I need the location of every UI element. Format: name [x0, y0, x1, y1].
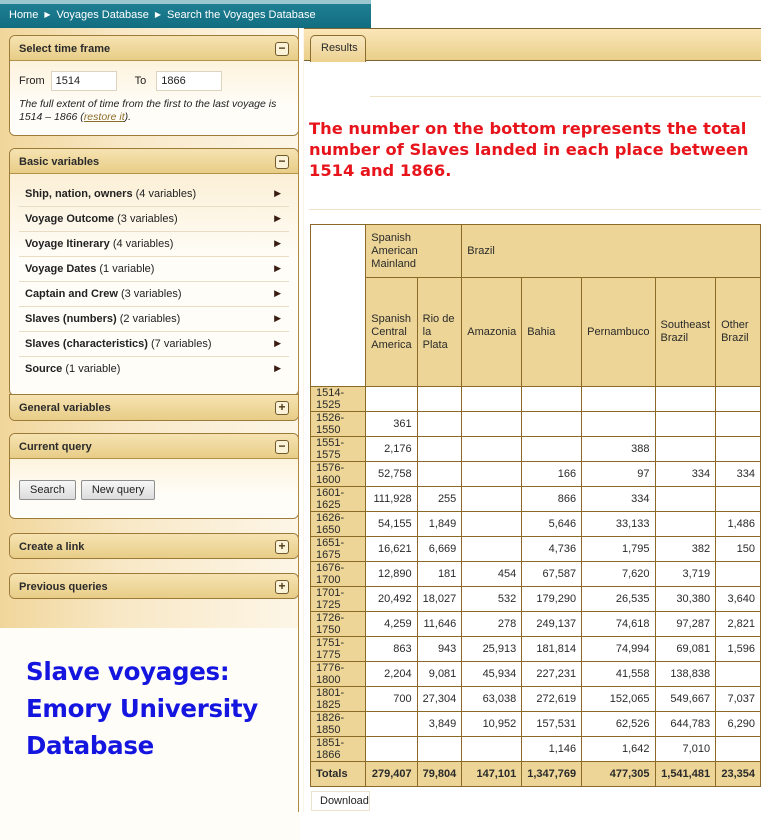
table-cell: [417, 737, 462, 762]
row-header-period: 1701-1725: [311, 587, 366, 612]
time-frame-title: Select time frame: [19, 43, 111, 55]
time-frame-note-end: ).: [124, 111, 132, 123]
general-variables-title: General variables: [19, 402, 111, 414]
table-cell: 138,838: [655, 662, 716, 687]
row-header-period: 1826-1850: [311, 712, 366, 737]
create-link-header[interactable]: [10, 534, 298, 558]
variable-group-label: Ship, nation, owners: [25, 188, 133, 200]
current-query-header[interactable]: [10, 434, 298, 459]
table-cell: 700: [366, 687, 417, 712]
table-cell: 644,783: [655, 712, 716, 737]
table-cell: [716, 387, 761, 412]
table-cell: 67,587: [522, 562, 582, 587]
table-cell: 863: [366, 637, 417, 662]
variable-group-label: Captain and Crew: [25, 288, 118, 300]
table-cell: 7,010: [655, 737, 716, 762]
variable-group-label: Voyage Dates: [25, 263, 97, 275]
breadcrumb-home[interactable]: Home: [9, 9, 39, 21]
table-cell: [716, 562, 761, 587]
current-query-body: [10, 459, 298, 519]
totals-label: Totals: [311, 762, 366, 787]
total-cell: 23,354: [716, 762, 761, 787]
table-cell: [366, 737, 417, 762]
table-cell: 454: [462, 562, 522, 587]
table-cell: [462, 487, 522, 512]
to-year-input[interactable]: [156, 71, 222, 91]
variable-group-captain-crew[interactable]: [19, 282, 289, 307]
time-frame-note: [19, 98, 289, 124]
table-cell: 33,133: [582, 512, 655, 537]
row-header-period: 1526-1550: [311, 412, 366, 437]
column-header-row: [311, 278, 761, 387]
variable-group-slaves-numbers[interactable]: [19, 307, 289, 332]
table-cell: 10,952: [462, 712, 522, 737]
expand-arrow-icon: ▶: [274, 263, 281, 273]
table-cell: 30,380: [655, 587, 716, 612]
expand-arrow-icon: ▶: [274, 213, 281, 223]
divider: [309, 209, 761, 210]
table-cell: [462, 462, 522, 487]
results-table: [310, 224, 761, 787]
table-cell: [655, 512, 716, 537]
variable-group-label: Voyage Itinerary: [25, 238, 110, 250]
basic-variables-panel: [9, 148, 299, 396]
column-header[interactable]: Pernambuco: [582, 278, 655, 387]
table-cell: [522, 437, 582, 462]
variable-group-voyage-dates[interactable]: [19, 257, 289, 282]
table-cell: 2,176: [366, 437, 417, 462]
current-query-title: Current query: [19, 441, 92, 453]
table-row: [311, 537, 761, 562]
table-cell: 4,259: [366, 612, 417, 637]
previous-queries-header[interactable]: [10, 574, 298, 598]
create-link-title: Create a link: [19, 541, 85, 553]
column-header[interactable]: Amazonia: [462, 278, 522, 387]
total-cell: 279,407: [366, 762, 417, 787]
general-variables-header[interactable]: [10, 395, 298, 420]
table-cell: 54,155: [366, 512, 417, 537]
tab-results[interactable]: Results: [310, 35, 366, 62]
table-cell: 179,290: [522, 587, 582, 612]
table-cell: 943: [417, 637, 462, 662]
table-cell: [716, 412, 761, 437]
expand-arrow-icon: ▶: [274, 188, 281, 198]
table-cell: [366, 712, 417, 737]
tab-bar: [304, 28, 761, 61]
table-cell: 45,934: [462, 662, 522, 687]
create-link-panel: [9, 533, 299, 559]
table-cell: 5,646: [522, 512, 582, 537]
expand-icon[interactable]: +: [275, 580, 289, 594]
variable-count: (3 variables): [120, 288, 182, 300]
table-row: [311, 512, 761, 537]
table-cell: [655, 487, 716, 512]
variable-count: (7 variables): [150, 338, 212, 350]
table-cell: 1,596: [716, 637, 761, 662]
table-cell: 549,667: [655, 687, 716, 712]
breadcrumb-voyages-database[interactable]: Voyages Database: [56, 9, 149, 21]
table-cell: [417, 387, 462, 412]
collapse-icon[interactable]: −: [275, 42, 289, 56]
row-header-period: 1676-1700: [311, 562, 366, 587]
table-cell: 7,037: [716, 687, 761, 712]
table-cell: 111,928: [366, 487, 417, 512]
row-header-period: 1751-1775: [311, 637, 366, 662]
expand-arrow-icon: ▶: [274, 363, 281, 373]
restore-link[interactable]: restore it: [83, 111, 125, 123]
table-row: [311, 487, 761, 512]
group-header-spanish-american-mainland: Spanish American Mainland: [366, 225, 462, 278]
overlay-title: [26, 653, 296, 764]
expand-arrow-icon: ▶: [274, 288, 281, 298]
to-label: To: [134, 75, 147, 87]
variable-group-ship-nation-owners[interactable]: [19, 182, 289, 207]
table-row: [311, 637, 761, 662]
expand-icon[interactable]: +: [275, 401, 289, 415]
totals-row: [311, 762, 761, 787]
table-cell: 361: [366, 412, 417, 437]
breadcrumb: [0, 4, 371, 28]
table-cell: 227,231: [522, 662, 582, 687]
basic-variables-header[interactable]: [10, 149, 298, 174]
table-cell: 12,890: [366, 562, 417, 587]
table-cell: 181,814: [522, 637, 582, 662]
column-header[interactable]: Southeast Brazil: [655, 278, 716, 387]
column-header[interactable]: Spanish Central America: [366, 278, 417, 387]
table-cell: 249,137: [522, 612, 582, 637]
table-cell: [655, 387, 716, 412]
table-cell: 1,642: [582, 737, 655, 762]
table-cell: [366, 387, 417, 412]
expand-arrow-icon: ▶: [274, 238, 281, 248]
new-query-button[interactable]: New query: [81, 480, 156, 500]
table-cell: [655, 412, 716, 437]
variable-group-label: Source: [25, 363, 63, 375]
row-header-period: 1514-1525: [311, 387, 366, 412]
time-frame-body: [10, 61, 298, 136]
corner-cell: [311, 225, 366, 387]
annotation-text: The number on the bottom represents the total number of Slaves landed in each place between 1514 and 1866.: [309, 119, 749, 180]
table-cell: 334: [716, 462, 761, 487]
table-cell: [417, 462, 462, 487]
table-cell: [462, 537, 522, 562]
variable-count: (1 variable): [99, 263, 155, 275]
table-row: [311, 412, 761, 437]
row-header-period: 1726-1750: [311, 612, 366, 637]
table-cell: 41,558: [582, 662, 655, 687]
from-label: From: [19, 75, 45, 87]
table-cell: 1,849: [417, 512, 462, 537]
table-cell: [522, 412, 582, 437]
table-cell: 382: [655, 537, 716, 562]
current-query-panel: [9, 433, 299, 519]
table-cell: 2,204: [366, 662, 417, 687]
table-cell: 69,081: [655, 637, 716, 662]
variable-group-voyage-itinerary[interactable]: [19, 232, 289, 257]
table-cell: 18,027: [417, 587, 462, 612]
table-cell: [462, 512, 522, 537]
variable-group-label: Slaves (numbers): [25, 313, 117, 325]
results-body: [311, 387, 761, 787]
table-cell: 97: [582, 462, 655, 487]
download-button[interactable]: Download: [311, 791, 370, 811]
table-row: [311, 662, 761, 687]
table-cell: [716, 737, 761, 762]
table-cell: 25,913: [462, 637, 522, 662]
table-cell: [522, 387, 582, 412]
row-header-period: 1601-1625: [311, 487, 366, 512]
table-cell: 97,287: [655, 612, 716, 637]
time-frame-note-text: The full extent of time from the first to the last voyage is 1514 – 1866 (: [19, 98, 277, 123]
table-row: [311, 612, 761, 637]
variable-count: (3 variables): [117, 213, 178, 225]
table-cell: 62,526: [582, 712, 655, 737]
column-header[interactable]: Bahia: [522, 278, 582, 387]
time-frame-inputs: [19, 71, 289, 91]
table-cell: 16,621: [366, 537, 417, 562]
table-cell: 255: [417, 487, 462, 512]
table-cell: 6,669: [417, 537, 462, 562]
total-cell: 1,347,769: [522, 762, 582, 787]
table-cell: 166: [522, 462, 582, 487]
table-cell: 74,618: [582, 612, 655, 637]
table-cell: [582, 412, 655, 437]
table-cell: 20,492: [366, 587, 417, 612]
divider: [370, 96, 761, 97]
row-header-period: 1626-1650: [311, 512, 366, 537]
row-header-period: 1776-1800: [311, 662, 366, 687]
table-cell: [716, 437, 761, 462]
table-cell: [462, 412, 522, 437]
table-cell: [417, 437, 462, 462]
row-header-period: 1551-1575: [311, 437, 366, 462]
table-cell: 278: [462, 612, 522, 637]
sidebar-divider: [298, 28, 303, 812]
from-year-input[interactable]: [51, 71, 117, 91]
table-cell: [582, 387, 655, 412]
table-row: [311, 437, 761, 462]
total-cell: 147,101: [462, 762, 522, 787]
total-cell: 79,804: [417, 762, 462, 787]
table-cell: 11,646: [417, 612, 462, 637]
table-cell: 334: [655, 462, 716, 487]
table-cell: 1,146: [522, 737, 582, 762]
time-frame-panel: [9, 35, 299, 136]
collapse-icon[interactable]: −: [275, 440, 289, 454]
variable-group-source[interactable]: [19, 357, 289, 382]
table-row: [311, 737, 761, 762]
table-cell: 9,081: [417, 662, 462, 687]
table-cell: 27,304: [417, 687, 462, 712]
time-frame-header[interactable]: [10, 36, 298, 61]
table-row: [311, 687, 761, 712]
overlay-title-line: Database: [26, 731, 154, 760]
general-variables-panel: [9, 394, 299, 421]
row-header-period: 1851-1866: [311, 737, 366, 762]
table-cell: 1,486: [716, 512, 761, 537]
variable-count: (1 variable): [65, 363, 121, 375]
variable-group-slaves-characteristics[interactable]: [19, 332, 289, 357]
expand-arrow-icon: ▶: [274, 338, 281, 348]
table-cell: 7,620: [582, 562, 655, 587]
row-header-period: 1576-1600: [311, 462, 366, 487]
table-cell: 334: [582, 487, 655, 512]
table-cell: 2,821: [716, 612, 761, 637]
overlay-title-line: Slave voyages:: [26, 657, 230, 686]
table-cell: 152,065: [582, 687, 655, 712]
expand-arrow-icon: ▶: [274, 313, 281, 323]
results-pane: [304, 28, 761, 812]
table-row: [311, 587, 761, 612]
table-cell: 6,290: [716, 712, 761, 737]
breadcrumb-arrow-icon: ▶: [154, 10, 162, 19]
table-row: [311, 712, 761, 737]
variable-count: (4 variables): [112, 238, 174, 250]
variable-count: (2 variables): [119, 313, 181, 325]
table-cell: 74,994: [582, 637, 655, 662]
table-cell: 4,736: [522, 537, 582, 562]
table-row: [311, 562, 761, 587]
group-header-brazil: Brazil: [462, 225, 761, 278]
table-cell: 157,531: [522, 712, 582, 737]
table-cell: 272,619: [522, 687, 582, 712]
table-cell: [716, 487, 761, 512]
column-header[interactable]: Other Brazil: [716, 278, 761, 387]
variable-group-label: Voyage Outcome: [25, 213, 115, 225]
table-cell: [655, 437, 716, 462]
row-header-period: 1801-1825: [311, 687, 366, 712]
table-cell: 3,849: [417, 712, 462, 737]
table-cell: 181: [417, 562, 462, 587]
total-cell: 477,305: [582, 762, 655, 787]
table-row: [311, 387, 761, 412]
group-header-row: [311, 225, 761, 278]
table-cell: 3,719: [655, 562, 716, 587]
collapse-icon[interactable]: −: [275, 155, 289, 169]
column-header[interactable]: Rio de la Plata: [417, 278, 462, 387]
table-cell: 150: [716, 537, 761, 562]
table-cell: [716, 662, 761, 687]
table-cell: 532: [462, 587, 522, 612]
row-header-period: 1651-1675: [311, 537, 366, 562]
table-cell: 63,038: [462, 687, 522, 712]
basic-variables-title: Basic variables: [19, 156, 100, 168]
table-cell: [417, 412, 462, 437]
search-button[interactable]: Search: [19, 480, 76, 500]
variable-group-label: Slaves (characteristics): [25, 338, 148, 350]
total-cell: 1,541,481: [655, 762, 716, 787]
variable-count: (4 variables): [135, 188, 197, 200]
table-cell: 52,758: [366, 462, 417, 487]
overlay-title-line: Emory University: [26, 694, 258, 723]
table-cell: 388: [582, 437, 655, 462]
table-cell: 26,535: [582, 587, 655, 612]
table-cell: [462, 737, 522, 762]
variable-group-voyage-outcome[interactable]: [19, 207, 289, 232]
previous-queries-title: Previous queries: [19, 581, 108, 593]
table-cell: 866: [522, 487, 582, 512]
previous-queries-panel: [9, 573, 299, 599]
table-cell: [462, 437, 522, 462]
table-row: [311, 462, 761, 487]
expand-icon[interactable]: +: [275, 540, 289, 554]
table-cell: 3,640: [716, 587, 761, 612]
breadcrumb-search-voyages[interactable]: Search the Voyages Database: [167, 9, 316, 21]
breadcrumb-arrow-icon: ▶: [44, 10, 51, 19]
table-cell: [462, 387, 522, 412]
table-cell: 1,795: [582, 537, 655, 562]
basic-variables-list: [10, 174, 298, 388]
